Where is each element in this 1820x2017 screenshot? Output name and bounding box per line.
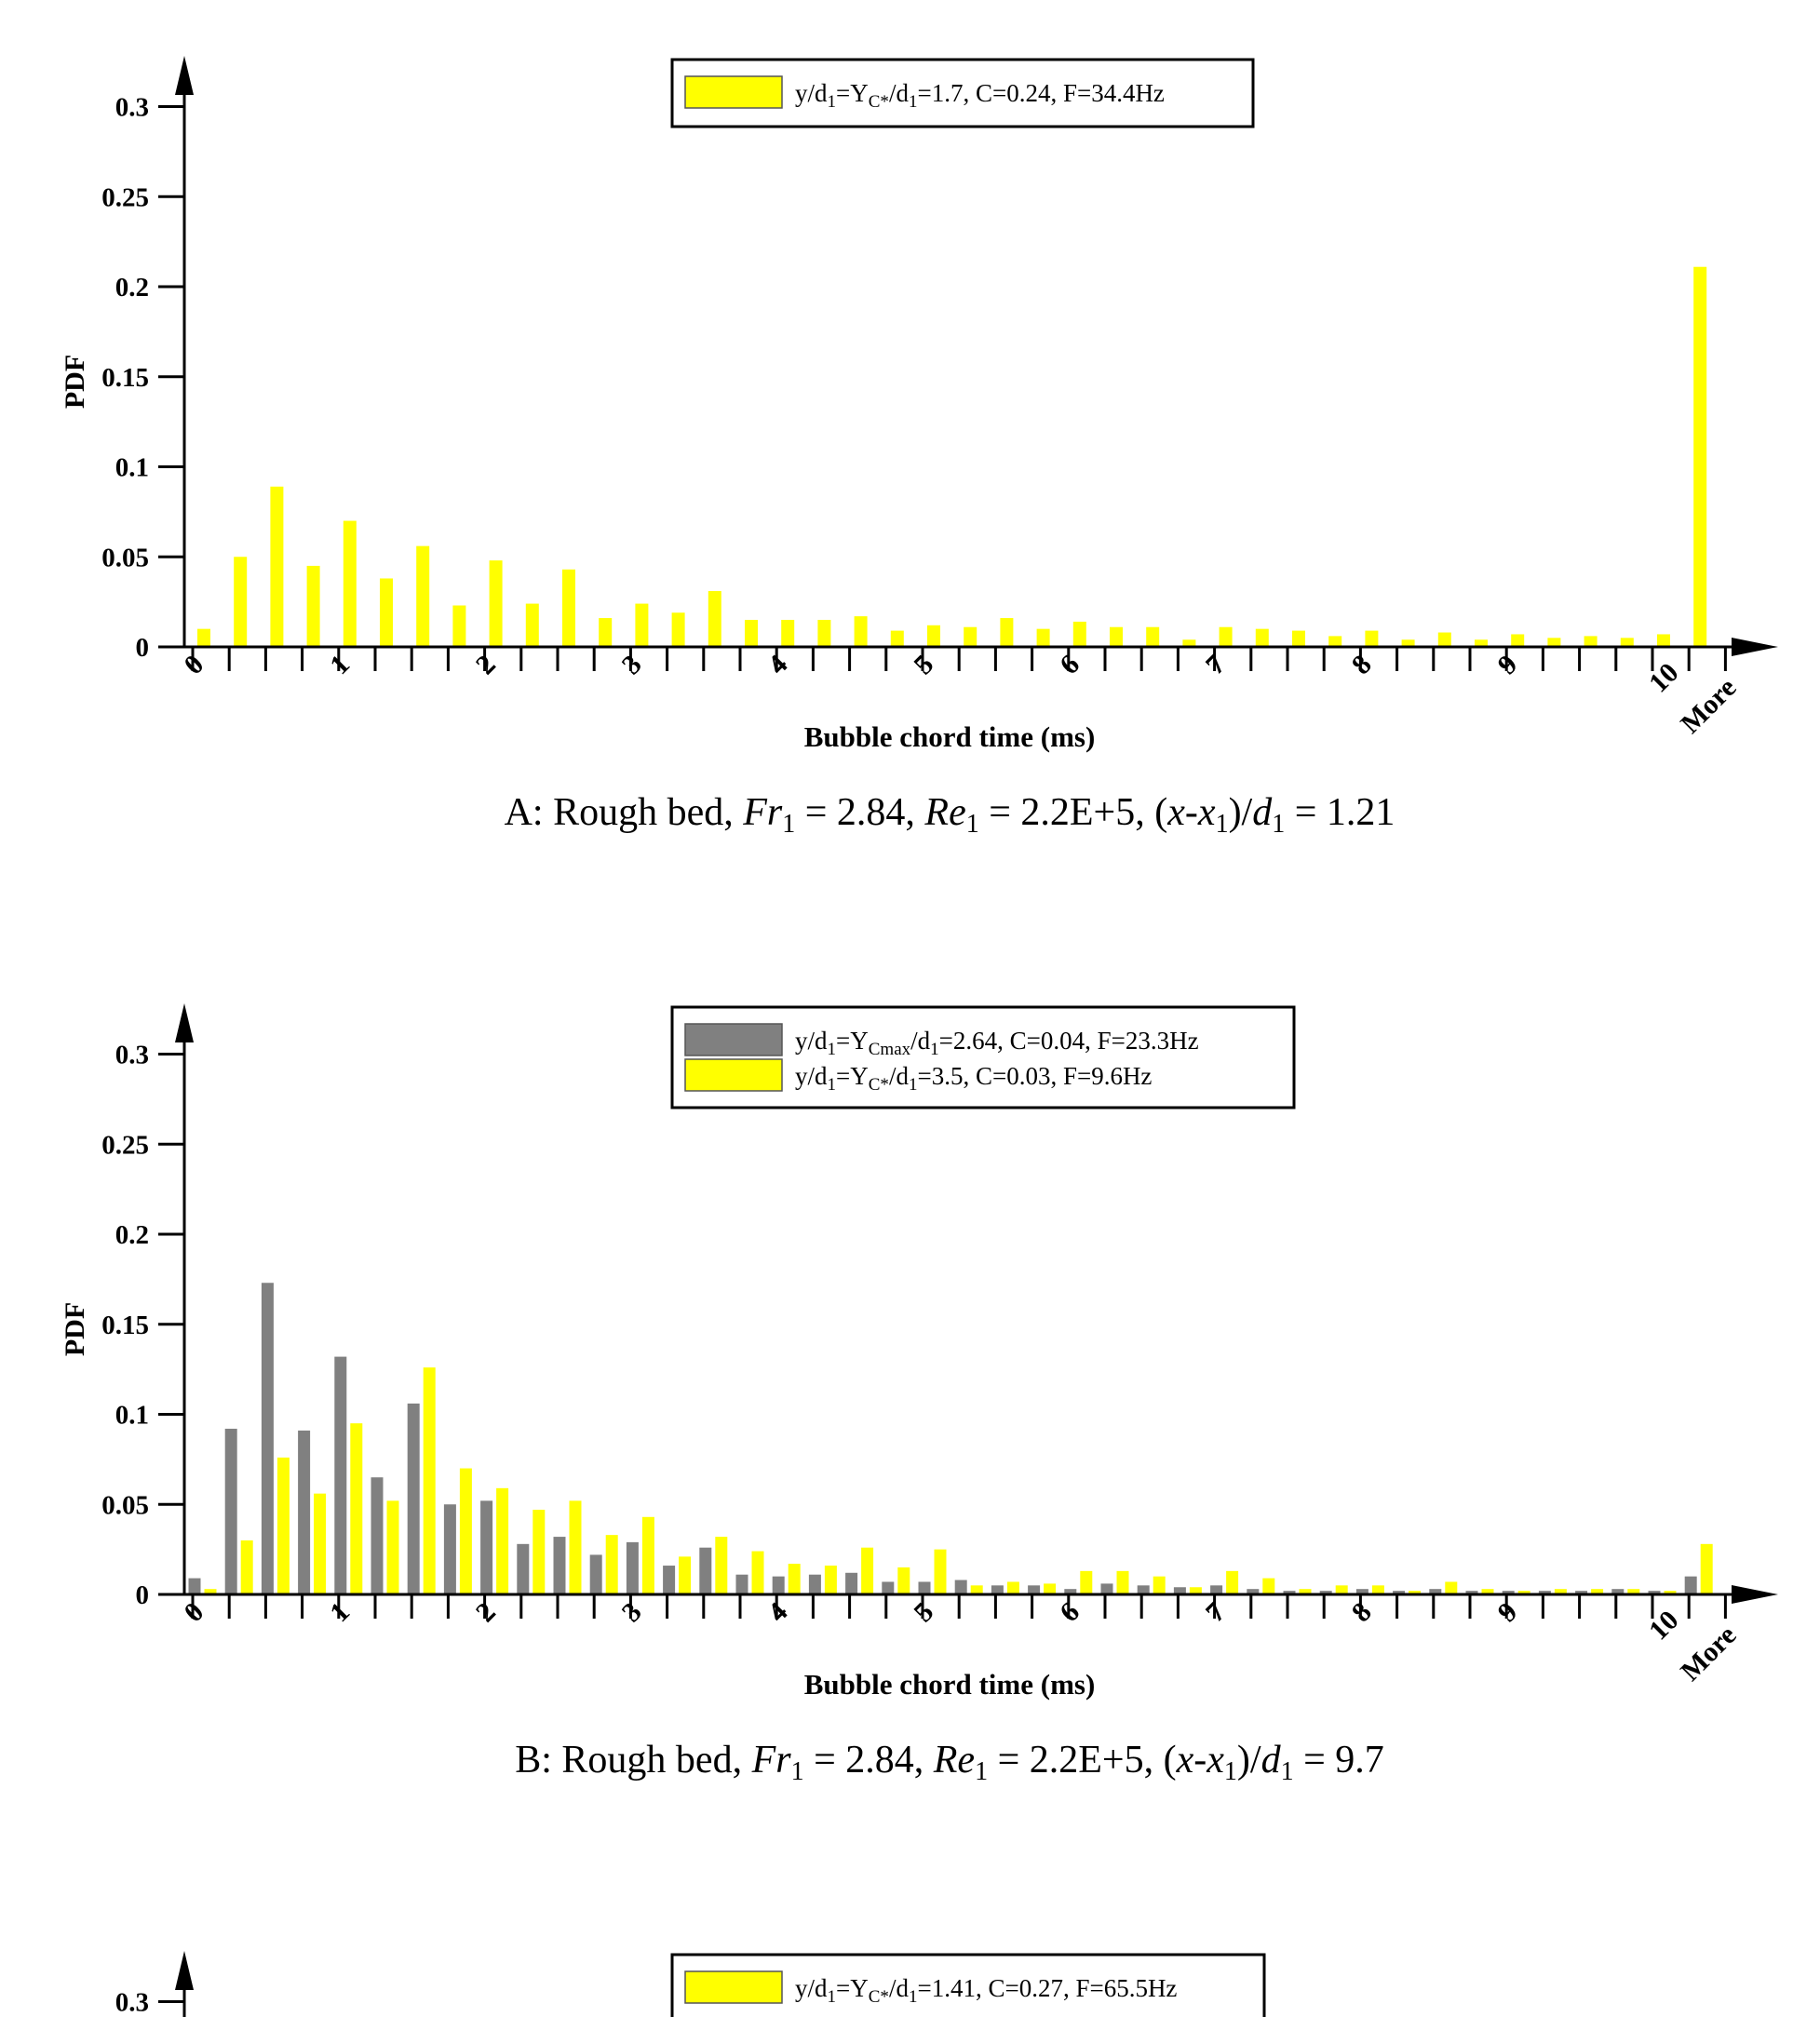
bar (606, 1535, 618, 1594)
x-tick-label: 3 (615, 649, 648, 681)
y-tick-label: 0.1 (115, 452, 149, 483)
y-tick-label: 0.3 (115, 1040, 149, 1070)
x-tick-label: 6 (1054, 649, 1086, 681)
y-tick-label: 0.05 (101, 1490, 149, 1521)
bar (773, 1577, 785, 1594)
x-axis-arrow (1732, 1585, 1778, 1604)
bar (517, 1544, 529, 1594)
bar (1153, 1577, 1166, 1594)
x-tick-label: 0 (178, 1596, 210, 1629)
x-tick-label: 4 (762, 649, 794, 681)
y-tick-label: 0.25 (101, 182, 149, 213)
y-tick-label: 0.2 (115, 1220, 149, 1250)
y-tick-label: 0.1 (115, 1400, 149, 1431)
bar (197, 629, 210, 647)
y-axis-label: PDF (60, 1301, 90, 1357)
x-tick-label: 5 (908, 1596, 940, 1629)
bar (424, 1367, 436, 1594)
y-axis-label: PDF (60, 354, 90, 410)
bar (526, 604, 539, 647)
bar (408, 1404, 420, 1594)
y-axis-arrow (175, 1003, 194, 1042)
bar (1117, 1571, 1129, 1594)
bar (490, 560, 503, 647)
bar (1110, 627, 1123, 647)
x-tick-label: 3 (615, 1596, 648, 1629)
x-tick-label: 6 (1054, 1596, 1086, 1629)
bar (672, 612, 685, 647)
chart-panel-b (60, 1003, 1778, 1786)
legend-box (672, 1007, 1294, 1108)
bar (955, 1580, 967, 1594)
bar (1220, 627, 1233, 647)
bar (855, 616, 868, 647)
y-tick-label: 0.05 (101, 543, 149, 573)
legend-entry: $y/d_1=Y_{C*}/d_1=1.7$, C=0.24, F=34.4Hz (795, 79, 1165, 112)
bar (350, 1423, 362, 1594)
bar (919, 1581, 931, 1594)
bar (241, 1540, 253, 1594)
bar (1073, 622, 1086, 647)
bar (1445, 1581, 1457, 1594)
x-tick-label: 4 (762, 1596, 794, 1629)
bar (1226, 1571, 1238, 1594)
bar (225, 1429, 237, 1594)
chart-panel-a (60, 56, 1778, 839)
x-axis-label: Bubble chord time (ms) (803, 1668, 1096, 1701)
y-tick-label: 0.15 (101, 362, 149, 393)
y-tick-label: 0 (135, 633, 149, 663)
bar (234, 557, 247, 647)
bar (1328, 636, 1341, 647)
bar (679, 1556, 691, 1594)
bar (262, 1283, 274, 1594)
bar (745, 620, 758, 647)
bar (387, 1500, 399, 1594)
x-axis-arrow (1732, 638, 1778, 656)
x-tick-label: 9 (1491, 1596, 1524, 1629)
bar (627, 1542, 639, 1594)
bar (1101, 1583, 1113, 1594)
x-tick-label: 1 (324, 649, 357, 681)
bar (314, 1494, 326, 1594)
bar (599, 618, 612, 647)
y-tick-label: 0.2 (115, 273, 149, 303)
x-tick-label: More (1675, 672, 1743, 740)
bar (380, 578, 393, 647)
bar (1701, 1544, 1713, 1594)
y-tick-label: 0.3 (115, 92, 149, 123)
bar (699, 1548, 711, 1594)
legend-entry: $y/d_1=Y_{Cmax}/d_1=2.64$, C=0.04, F=23.3Hz (795, 1027, 1199, 1059)
bar (964, 627, 977, 647)
bar (1080, 1571, 1092, 1594)
bar (891, 631, 904, 647)
bar (642, 1517, 654, 1594)
x-tick-label: 7 (1199, 1596, 1232, 1629)
y-axis-arrow (175, 1951, 194, 1990)
x-tick-label: 2 (469, 1596, 502, 1629)
x-tick-label: 1 (324, 1596, 357, 1629)
bar (781, 620, 794, 647)
bar (635, 604, 648, 647)
x-tick-label: 9 (1491, 649, 1524, 681)
legend-entry: $y/d_1=Y_{C*}/d_1=1.41$, C=0.27, F=65.5Hz (795, 1974, 1178, 2007)
y-axis-arrow (175, 56, 194, 95)
panel-caption: A: Rough bed, Fr1 = 2.84, Re1 = 2.2E+5, (x-x1)/d1 = 1.21 (504, 791, 1395, 839)
bar (371, 1477, 384, 1594)
bar (1693, 267, 1706, 647)
x-tick-label: 5 (908, 649, 940, 681)
x-tick-label: 7 (1199, 649, 1232, 681)
x-tick-label: 2 (469, 649, 502, 681)
y-tick-label: 0 (135, 1580, 149, 1610)
bar (752, 1552, 764, 1594)
bar (845, 1573, 857, 1594)
bar (897, 1567, 910, 1594)
bar (344, 521, 357, 647)
bar (1146, 627, 1159, 647)
bar (298, 1431, 310, 1594)
bar (452, 605, 465, 647)
bar (1365, 631, 1378, 647)
legend-swatch (685, 1971, 782, 2003)
bar (1511, 634, 1524, 647)
bar (817, 620, 830, 647)
bar (460, 1469, 472, 1594)
bar (270, 487, 283, 647)
bar (496, 1488, 508, 1594)
bar (825, 1566, 837, 1594)
bar (1000, 618, 1013, 647)
y-tick-label: 0.25 (101, 1130, 149, 1161)
bar (663, 1566, 675, 1594)
bar (189, 1579, 201, 1594)
bar (861, 1548, 873, 1594)
bar (809, 1575, 821, 1594)
bar (307, 566, 320, 647)
bar (882, 1581, 894, 1594)
bar (927, 625, 940, 647)
bar (334, 1357, 346, 1594)
chart-panel-c (60, 1951, 1264, 2017)
bar (736, 1575, 748, 1594)
legend-swatch (685, 1024, 782, 1056)
bar (533, 1510, 545, 1594)
bar (1256, 629, 1269, 647)
legend-swatch (685, 1059, 782, 1091)
x-tick-label: 10 (1643, 657, 1685, 699)
bar (277, 1458, 290, 1594)
bar (1657, 634, 1670, 647)
bar (416, 546, 429, 647)
bar (1044, 1583, 1056, 1594)
legend-entry: $y/d_1=Y_{C*}/d_1=3.5$, C=0.03, F=9.6Hz (795, 1062, 1153, 1095)
bar (789, 1564, 801, 1594)
bar (1262, 1579, 1274, 1594)
bar (1292, 631, 1305, 647)
bar (715, 1537, 727, 1594)
legend-swatch (685, 76, 782, 108)
bar (480, 1500, 492, 1594)
x-tick-label: More (1675, 1620, 1743, 1688)
x-tick-label: 8 (1345, 1596, 1378, 1629)
bar (554, 1537, 566, 1594)
bar (1037, 629, 1050, 647)
panel-caption: B: Rough bed, Fr1 = 2.84, Re1 = 2.2E+5, (x-x1)/d1 = 9.7 (515, 1739, 1384, 1786)
bar (708, 591, 721, 647)
x-tick-label: 10 (1643, 1605, 1685, 1647)
y-tick-label: 0.15 (101, 1310, 149, 1340)
x-tick-label: 0 (178, 649, 210, 681)
bar (444, 1504, 456, 1594)
bar (590, 1554, 602, 1594)
bar (935, 1550, 947, 1594)
bar (1584, 636, 1598, 647)
bar (1007, 1581, 1019, 1594)
x-axis-label: Bubble chord time (ms) (803, 720, 1096, 753)
y-tick-label: 0.3 (115, 1987, 149, 2017)
x-tick-label: 8 (1345, 649, 1378, 681)
bar (1438, 633, 1451, 647)
bar (562, 570, 575, 647)
bar (570, 1500, 582, 1594)
bar (1685, 1577, 1697, 1594)
